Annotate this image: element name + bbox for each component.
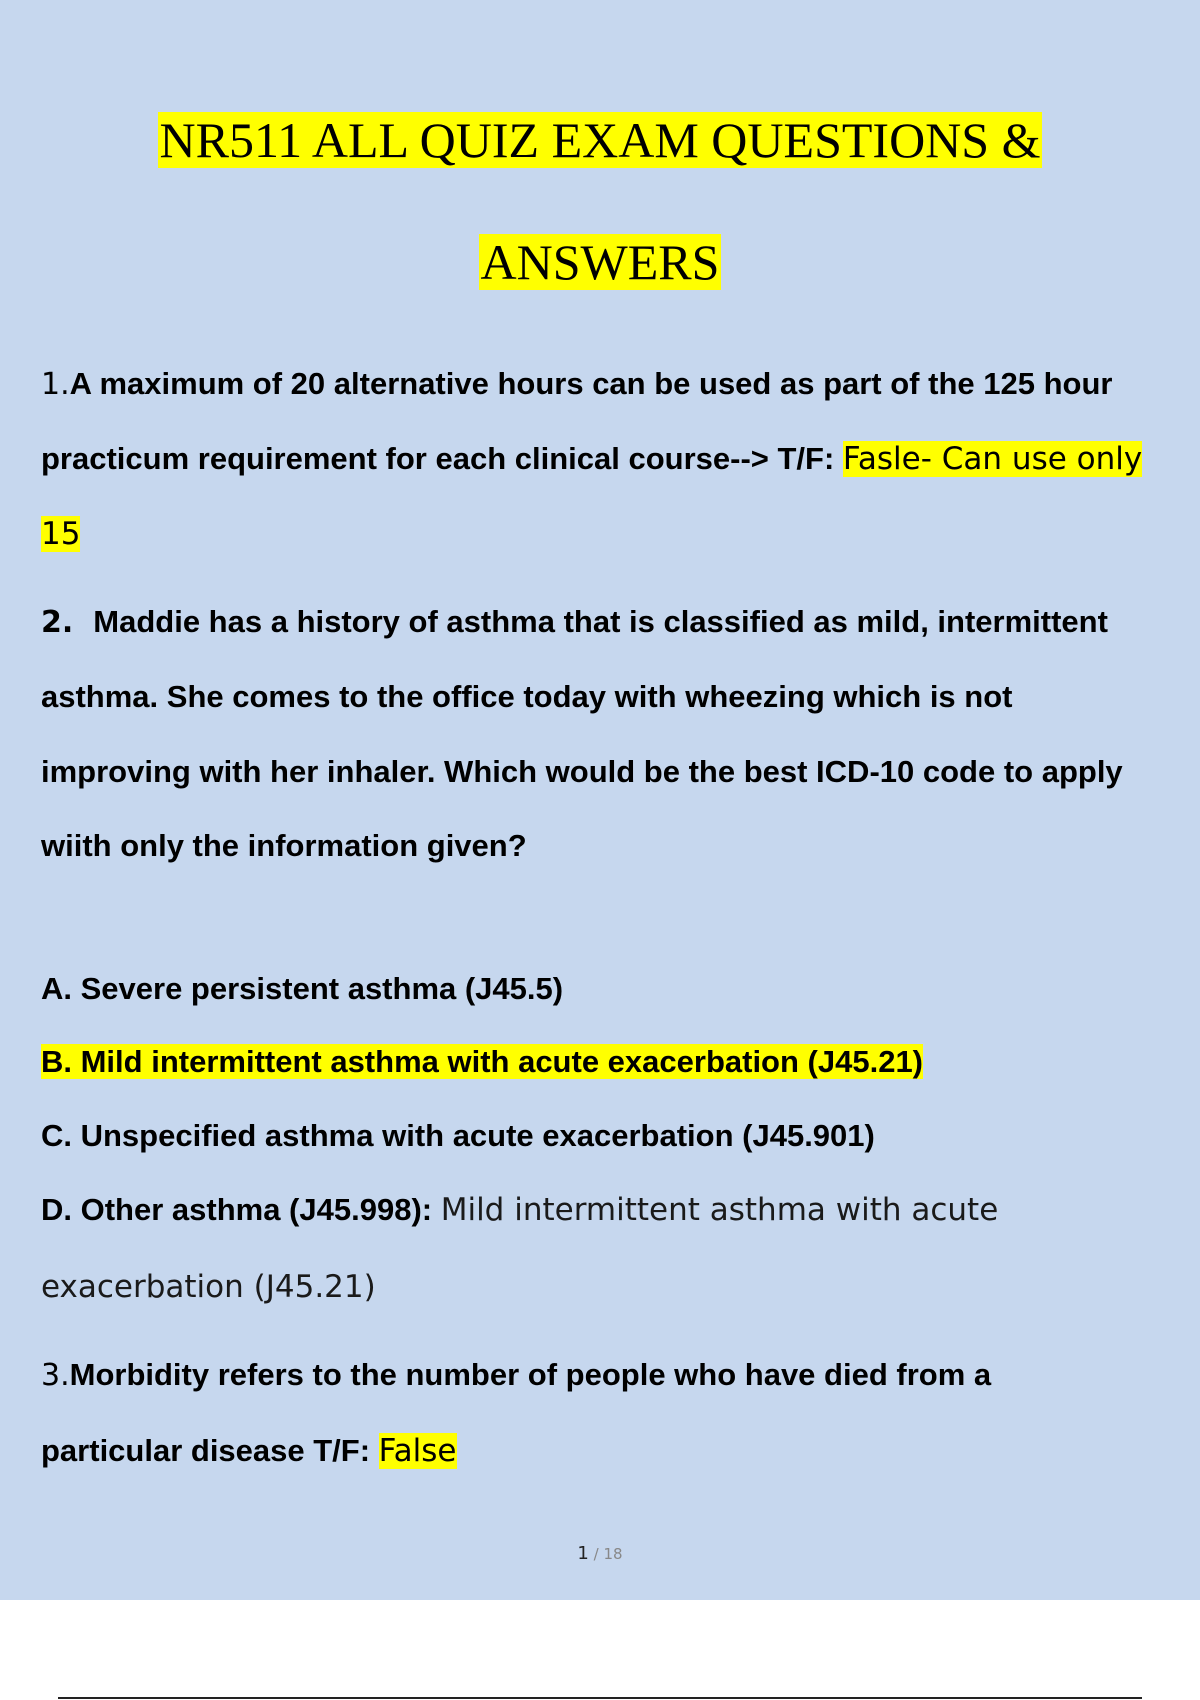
q2-option-d: [41, 1190, 998, 1230]
q2-option-c-text: C. Unspecified asthma with acute exacerbation (J45.901): [41, 1118, 875, 1153]
q2-answer-line-2: [41, 1267, 376, 1307]
q2-text-4: wiith only the information given?: [41, 828, 527, 863]
q2-option-a: [41, 969, 563, 1009]
q2-line-1: [41, 602, 1108, 643]
title-text-1: NR511 ALL QUIZ EXAM QUESTIONS &: [159, 112, 1041, 168]
q1-answer-b: 15: [41, 516, 81, 552]
page-total: 18: [603, 1545, 623, 1563]
q2-option-d-text: D. Other asthma (J45.998):: [41, 1192, 441, 1227]
page-separator: /: [588, 1545, 604, 1563]
q2-line-4: [41, 826, 527, 866]
q1-number: 1.: [41, 367, 70, 402]
q1-answer-a: Fasle- Can use only: [842, 441, 1143, 477]
q2-option-a-text: A. Severe persistent asthma (J45.5): [41, 971, 564, 1006]
q3-line-2: [41, 1431, 457, 1471]
title-text-2: ANSWERS: [480, 234, 720, 290]
q2-option-b-text: B. Mild intermittent asthma with acute exacerbation (J45.21): [41, 1044, 924, 1079]
title-line-2: [0, 230, 1200, 294]
q2-option-c: [41, 1116, 875, 1156]
q2-text-3: improving with her inhaler. Which would be the best ICD-10 code to apply: [41, 754, 1123, 789]
q3-number: 3.: [41, 1358, 70, 1393]
q2-text-2: asthma. She comes to the office today with wheezing which is not: [41, 679, 1013, 714]
q3-line-1: [41, 1355, 991, 1396]
q3-text-a: Morbidity refers to the number of people who have died from a: [69, 1357, 992, 1392]
next-page-top-rule: [58, 1697, 1142, 1699]
q2-text-1: Maddie has a history of asthma that is classified as mild, intermittent: [93, 604, 1108, 639]
q1-line-1: [41, 364, 1112, 405]
title-line-1: [0, 108, 1200, 172]
q3-answer: False: [378, 1433, 457, 1469]
q1-line-3: [41, 514, 80, 554]
q1-text-a: A maximum of 20 alternative hours can be used as part of the 125 hour: [69, 366, 1113, 401]
q2-option-b: [41, 1042, 923, 1082]
q3-text-b: particular disease T/F:: [41, 1433, 379, 1468]
q1-text-b: practicum requirement for each clinical course--> T/F:: [41, 441, 843, 476]
q2-line-3: [41, 752, 1123, 792]
q2-answer-b: exacerbation (J45.21): [41, 1269, 376, 1305]
q2-number: 2.: [41, 605, 74, 640]
q2-answer-a: Mild intermittent asthma with acute: [440, 1192, 999, 1228]
q1-line-2: [41, 439, 1142, 479]
q2-line-2: [41, 677, 1012, 717]
page-indicator: [0, 1543, 1200, 1564]
page-current: 1: [577, 1543, 589, 1564]
